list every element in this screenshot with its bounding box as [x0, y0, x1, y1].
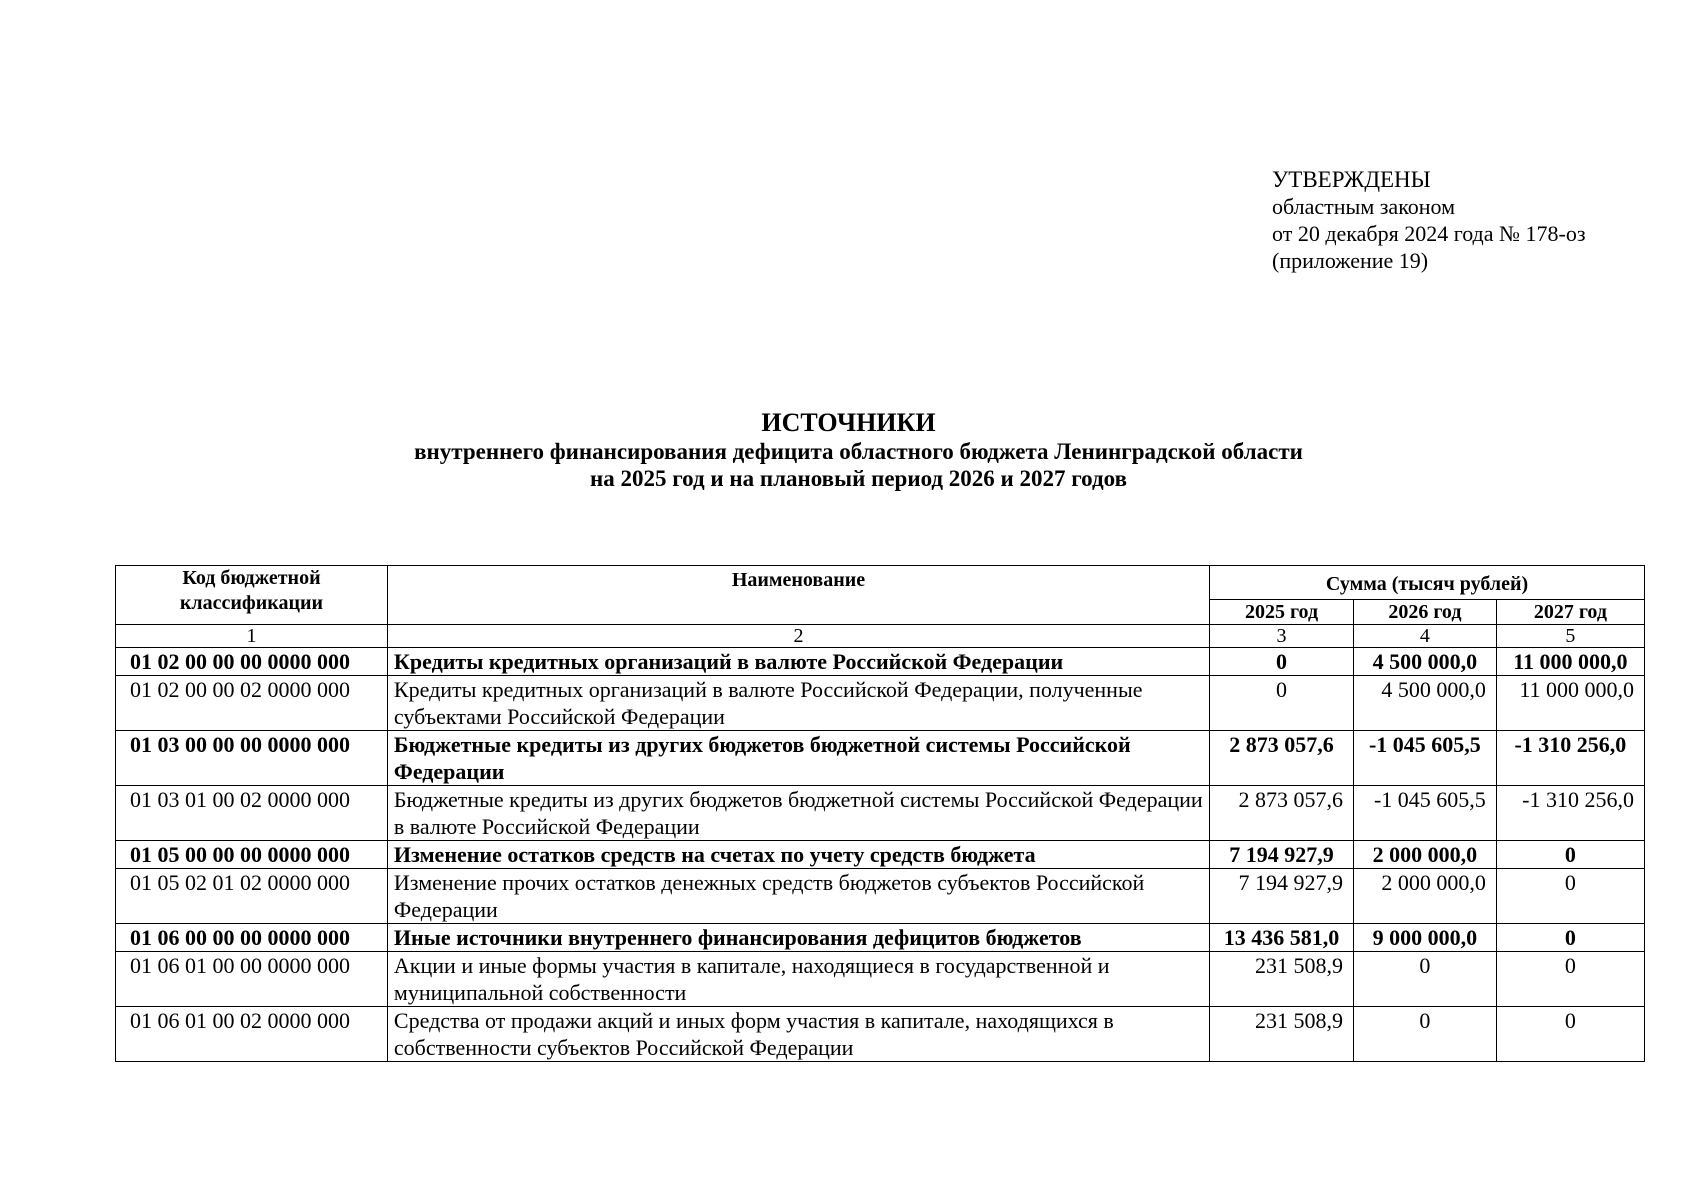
cell-2026: 0 — [1353, 1007, 1496, 1062]
cell-2027: 11 000 000,0 — [1496, 648, 1644, 676]
document-title — [0, 408, 1697, 493]
cell-code: 01 02 00 00 00 0000 000 — [116, 648, 388, 676]
cell-name: Акции и иные формы участия в капитале, находящиеся в государственной и муниципальной собственности — [387, 952, 1209, 1007]
header-2026: 2026 год — [1353, 600, 1496, 625]
header-2027: 2027 год — [1496, 600, 1644, 625]
cell-code: 01 05 02 01 02 0000 000 — [116, 869, 388, 924]
cell-2025: 7 194 927,9 — [1210, 869, 1354, 924]
cell-code: 01 06 01 00 00 0000 000 — [116, 952, 388, 1007]
cell-2025: 231 508,9 — [1210, 952, 1354, 1007]
approval-law: областным законом — [1272, 194, 1456, 219]
cell-2026: 4 500 000,0 — [1353, 676, 1496, 731]
cell-2025: 2 873 057,6 — [1210, 731, 1354, 786]
cell-code: 01 03 01 00 02 0000 000 — [116, 786, 388, 841]
cell-2027: -1 310 256,0 — [1496, 731, 1644, 786]
cell-2026: 2 000 000,0 — [1353, 841, 1496, 869]
cell-2027: 0 — [1496, 924, 1644, 952]
column-number: 4 — [1353, 625, 1496, 648]
column-number: 1 — [116, 625, 388, 648]
table-row — [116, 676, 1645, 731]
cell-2026: -1 045 605,5 — [1353, 731, 1496, 786]
budget-sources-table — [115, 565, 1645, 1062]
title-line-3: на 2025 год и на плановый период 2026 и 2027 годов — [590, 466, 1127, 491]
cell-2026: 2 000 000,0 — [1353, 869, 1496, 924]
cell-name: Изменение остатков средств на счетах по учету средств бюджета — [387, 841, 1209, 869]
cell-2026: 9 000 000,0 — [1353, 924, 1496, 952]
column-number: 2 — [387, 625, 1209, 648]
cell-code: 01 06 01 00 02 0000 000 — [116, 1007, 388, 1062]
cell-name: Изменение прочих остатков денежных средств бюджетов субъектов Российской Федерации — [387, 869, 1209, 924]
approval-heading: УТВЕРЖДЕНЫ — [1272, 167, 1431, 192]
column-number: 5 — [1496, 625, 1644, 648]
cell-2026: 4 500 000,0 — [1353, 648, 1496, 676]
cell-name: Средства от продажи акций и иных форм участия в капитале, находящихся в собственности субъектов Российской Федерации — [387, 1007, 1209, 1062]
approval-appendix: (приложение 19) — [1272, 248, 1429, 273]
cell-2027: 0 — [1496, 1007, 1644, 1062]
cell-2025: 2 873 057,6 — [1210, 786, 1354, 841]
approval-stamp — [1272, 166, 1586, 274]
cell-2026: -1 045 605,5 — [1353, 786, 1496, 841]
cell-code: 01 06 00 00 00 0000 000 — [116, 924, 388, 952]
cell-2025: 0 — [1210, 676, 1354, 731]
header-sum: Сумма (тысяч рублей) — [1210, 566, 1645, 600]
table-row — [116, 952, 1645, 1007]
cell-name: Бюджетные кредиты из других бюджетов бюджетной системы Российской Федерации — [387, 731, 1209, 786]
cell-code: 01 03 00 00 00 0000 000 — [116, 731, 388, 786]
cell-2025: 0 — [1210, 648, 1354, 676]
cell-2025: 231 508,9 — [1210, 1007, 1354, 1062]
column-number: 3 — [1210, 625, 1354, 648]
cell-2027: 0 — [1496, 869, 1644, 924]
cell-2027: 0 — [1496, 952, 1644, 1007]
title-line-2: внутреннего финансирования дефицита областного бюджета Ленинградской области — [414, 439, 1303, 464]
table-row — [116, 1007, 1645, 1062]
header-2025: 2025 год — [1210, 600, 1354, 625]
approval-date: от 20 декабря 2024 года № 178-оз — [1272, 221, 1586, 246]
table-body — [116, 648, 1645, 1062]
cell-2027: -1 310 256,0 — [1496, 786, 1644, 841]
cell-name: Кредиты кредитных организаций в валюте Российской Федерации, полученные субъектами Российской Федерации — [387, 676, 1209, 731]
cell-code: 01 05 00 00 00 0000 000 — [116, 841, 388, 869]
cell-2026: 0 — [1353, 952, 1496, 1007]
table-row — [116, 924, 1645, 952]
cell-2027: 11 000 000,0 — [1496, 676, 1644, 731]
table-row — [116, 648, 1645, 676]
table-row — [116, 731, 1645, 786]
table-row — [116, 841, 1645, 869]
header-code: Код бюджетной классификации — [116, 566, 388, 625]
title-main: ИСТОЧНИКИ — [761, 408, 936, 437]
cell-name: Кредиты кредитных организаций в валюте Российской Федерации — [387, 648, 1209, 676]
cell-2025: 13 436 581,0 — [1210, 924, 1354, 952]
cell-code: 01 02 00 00 02 0000 000 — [116, 676, 388, 731]
header-name: Наименование — [387, 566, 1209, 625]
cell-2025: 7 194 927,9 — [1210, 841, 1354, 869]
cell-name: Иные источники внутреннего финансирования дефицитов бюджетов — [387, 924, 1209, 952]
cell-2027: 0 — [1496, 841, 1644, 869]
cell-name: Бюджетные кредиты из других бюджетов бюджетной системы Российской Федерации в валюте Российской Федерации — [387, 786, 1209, 841]
table-row — [116, 786, 1645, 841]
table-row — [116, 869, 1645, 924]
